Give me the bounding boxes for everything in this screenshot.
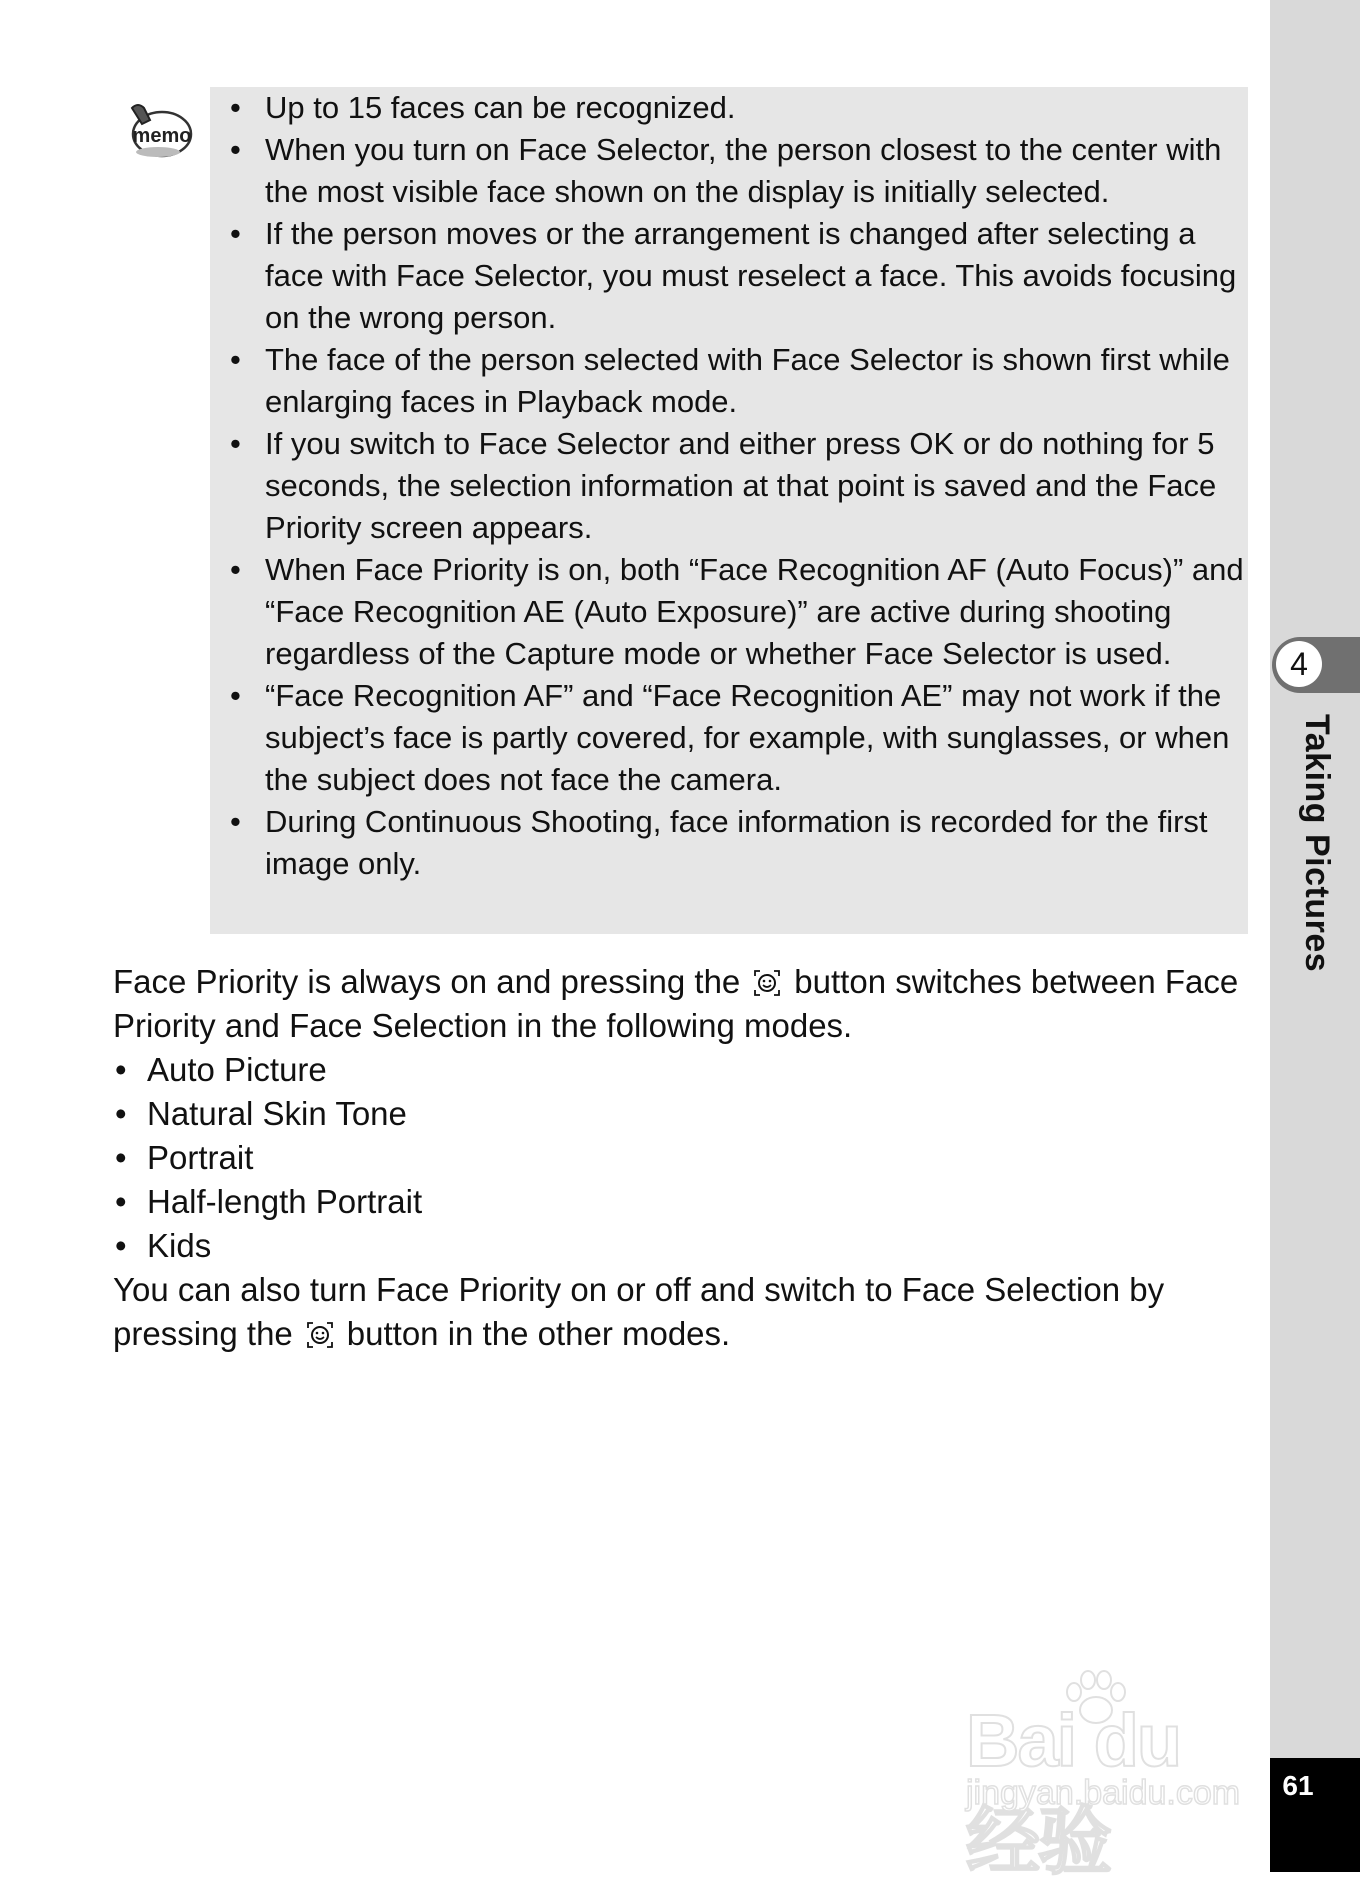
mode-item: • Auto Picture	[113, 1048, 1253, 1092]
memo-item: • If the person moves or the arrangement is changed after selecting a face with Face Selector, you must reselect a face. This avoids focusing on the wrong person.	[230, 213, 1248, 339]
memo-item: • Up to 15 faces can be recognized.	[230, 87, 1248, 129]
face-button-icon	[752, 968, 782, 998]
page-number: 61	[1282, 1770, 1314, 1801]
mode-item: • Portrait	[113, 1136, 1253, 1180]
face-button-icon	[305, 1320, 335, 1350]
chapter-title: Taking Pictures	[1298, 714, 1336, 973]
svg-text:memo: memo	[132, 125, 192, 147]
mode-item: • Half-length Portrait	[113, 1180, 1253, 1224]
watermark-url: jingyan.baidu.com	[966, 1774, 1241, 1812]
mode-list	[113, 1048, 1253, 1268]
mode-item: • Kids	[113, 1224, 1253, 1268]
chapter-number: 4	[1276, 641, 1322, 687]
memo-list	[230, 87, 1248, 885]
watermark	[966, 1668, 1266, 1883]
memo-item: • The face of the person selected with Face Selector is shown first while enlarging faces in Playback mode.	[230, 339, 1248, 423]
memo-icon	[124, 100, 194, 162]
outro-paragraph: You can also turn Face Priority on or off and switch to Face Selection by pressing the button in the other modes.	[113, 1271, 1165, 1352]
body-text	[113, 960, 1253, 1356]
memo-item: • When Face Priority is on, both “Face Recognition AF (Auto Focus)” and “Face Recognition AE (Auto Exposure)” are active during shooting regardless of the Capture mode or whether Face Selector is used.	[230, 549, 1248, 675]
memo-item: • When you turn on Face Selector, the person closest to the center with the most visible face shown on the display is initially selected.	[230, 129, 1248, 213]
mode-item: • Natural Skin Tone	[113, 1092, 1253, 1136]
memo-item: • If you switch to Face Selector and either press OK or do nothing for 5 seconds, the selection information at that point is saved and the Face Priority screen appears.	[230, 423, 1248, 549]
intro-paragraph: Face Priority is always on and pressing the button switches between Face Priority and Face Selection in the following modes.	[113, 963, 1239, 1044]
watermark-logo: Bai du 经验	[966, 1699, 1181, 1883]
memo-box	[210, 87, 1248, 934]
memo-item: • During Continuous Shooting, face information is recorded for the first image only.	[230, 801, 1248, 885]
memo-item: • “Face Recognition AF” and “Face Recognition AE” may not work if the subject’s face is partly covered, for example, with sunglasses, or when the subject does not face the camera.	[230, 675, 1248, 801]
